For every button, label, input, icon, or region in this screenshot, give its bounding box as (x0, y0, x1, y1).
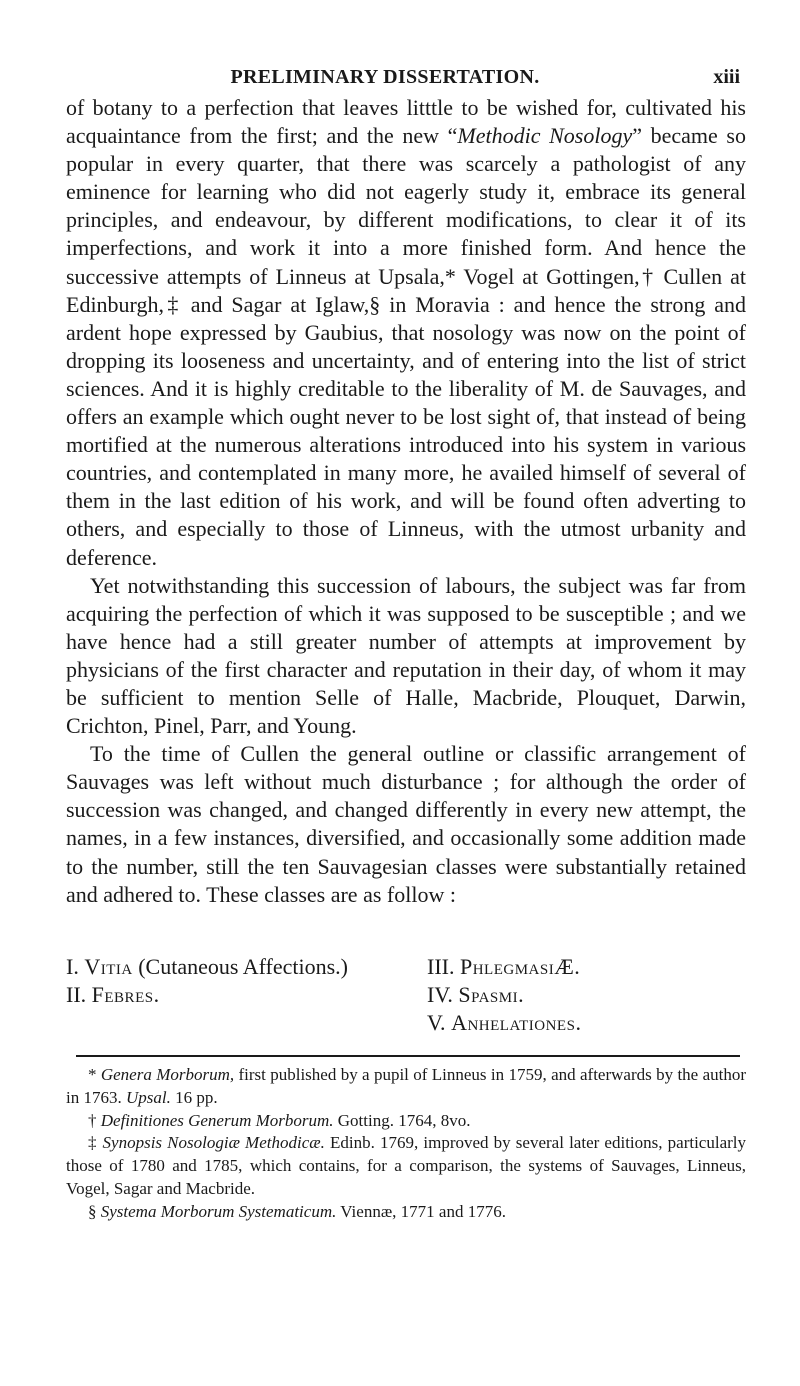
footnote-divider (76, 1055, 740, 1057)
page-header (60, 66, 740, 96)
class-gloss: (Cutaneous Affections.) (138, 954, 348, 979)
footnote-text: Viennæ, 1771 and 1776. (336, 1201, 506, 1221)
running-head: PRELIMINARY DISSERTATION. (230, 66, 540, 88)
footnote-2 (66, 1110, 746, 1133)
class-numeral: V. (427, 1010, 446, 1035)
class-numeral: II. (66, 982, 87, 1007)
classes-column-right (427, 953, 746, 1037)
body-text (66, 94, 746, 909)
footnote-title: Systema Morborum Systematicum. (100, 1201, 337, 1221)
paragraph-1 (66, 94, 746, 572)
class-name: Febres. (91, 982, 160, 1007)
paragraph-1-start: of botany to a perfection that leaves litttle to be wished for, cultivated his acquaintance from the first; and the new “ (66, 95, 746, 149)
class-item (427, 1009, 746, 1037)
class-numeral: IV. (427, 982, 453, 1007)
class-name: PhlegmasiÆ. (459, 954, 581, 979)
class-item (427, 953, 746, 981)
footnote-text: first published by a pupil of Linneus in 1759, and afterwards by the author in 1763. (66, 1065, 746, 1107)
footnote-mark: § (88, 1201, 97, 1221)
class-item (427, 981, 746, 1009)
class-name: Spasmi. (458, 982, 525, 1007)
footnote-4 (66, 1201, 746, 1224)
footnote-mark: † (88, 1110, 97, 1130)
paragraph-2: Yet notwithstanding this succession of labours, the subject was far from acquiring the perfection of which it was supposed to be susceptible ; and we have hence had a still greater number of attempts at improvement by physicians of the first character and reputation in their day, of whom it may be sufficient to mention Selle of Halle, Macbride, Plouquet, Darwin, Crichton, Pinel, Parr, and Young. (66, 572, 746, 739)
class-item (66, 953, 386, 981)
book-title-methodic-nosology: Methodic Nosology (457, 123, 633, 149)
footnote-title: Genera Morborum, (100, 1065, 235, 1084)
footnote-1 (66, 1064, 746, 1110)
footnote-3 (66, 1132, 746, 1200)
footnote-text-end: 16 pp. (170, 1087, 218, 1107)
footnote-text: Edinb. 1769, improved by several later editions, particularly those of 1780 and 1785, which contains, for a comparison, the systems of Sauvages, Linneus, Vogel, Sagar and Macbride. (66, 1133, 746, 1198)
paragraph-1-rest: ” became so popular in every quarter, that there was scarcely a pathologist of any eminence for learning who did not eagerly study it, embrace its general principles, and endeavour, by different modifications, to clear it of its imperfections, and work it into a more finished form. And hence the successive attempts of Linneus at Upsala,* Vogel at Gottingen,† Cullen at Edinburgh,‡ and Sagar at Iglaw,§ in Moravia : and hence the strong and ardent hope expressed by Gaubius, that nosology was now on the point of dropping its looseness and uncertainty, and of entering into the list of strict sciences. And it is highly creditable to the liberality of M. de Sauvages, and offers an example which ought never to be lost sight of, that instead of being mortified at the numerous alterations introduced into his system in various countries, and contemplated in many more, he availed himself of several of them in the last edition of his work, and will be found often adverting to others, and especially to those of Linneus, with the utmost urbanity and deference. (66, 123, 746, 570)
page-number: xiii (713, 66, 740, 88)
class-name: Anhelationes. (451, 1010, 582, 1035)
footnote-place: Upsal. (125, 1087, 171, 1107)
class-item (66, 981, 386, 1009)
footnote-title: Definitiones Generum Morborum. (100, 1110, 334, 1130)
class-name: Vitia (84, 954, 133, 979)
footnote-mark: * (88, 1065, 97, 1084)
footnote-mark: ‡ (88, 1133, 98, 1153)
footnotes (66, 1064, 746, 1224)
class-numeral: I. (66, 954, 79, 979)
footnote-title: Synopsis Nosologiæ Methodicæ. (102, 1133, 325, 1153)
class-numeral: III. (427, 954, 455, 979)
footnote-text: Gotting. 1764, 8vo. (333, 1110, 471, 1130)
paragraph-3: To the time of Cullen the general outline or classific arrangement of Sauvages was left without much disturbance ; for although the order of succession was changed, and changed differently in every new attempt, the names, in a few instances, diversified, and occasionally some addition made to the number, still the ten Sauvagesian classes were substantially retained and adhered to. These classes are as follow : (66, 741, 746, 907)
classes-column-left (66, 953, 386, 1009)
